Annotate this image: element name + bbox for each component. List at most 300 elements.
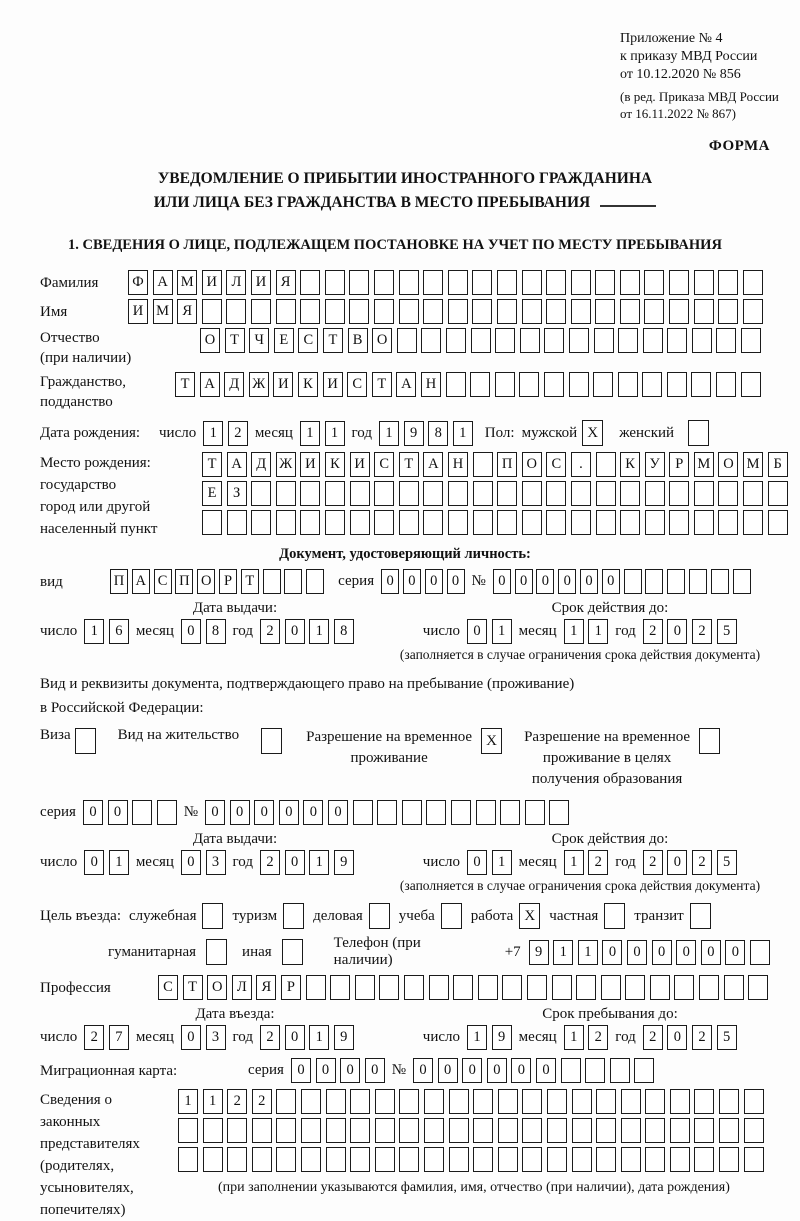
char-cell[interactable] [202,510,222,535]
char-cell[interactable] [449,1118,469,1143]
char-cell[interactable] [350,1089,370,1114]
char-cell[interactable]: 0 [487,1058,507,1083]
char-cell[interactable]: Т [183,975,203,1000]
purpose-delovaya-checkbox[interactable] [369,903,390,929]
char-cell[interactable]: О [718,452,738,477]
char-cell[interactable] [349,270,369,295]
char-cell[interactable] [424,1118,444,1143]
char-cell[interactable]: 0 [725,940,745,965]
char-cell[interactable]: Ж [276,452,296,477]
char-cell[interactable]: А [227,452,247,477]
char-cell[interactable] [718,299,738,324]
char-cell[interactable] [498,1089,518,1114]
char-cell[interactable] [423,510,443,535]
char-cell[interactable] [596,481,616,506]
char-cell[interactable]: 1 [309,1025,329,1050]
char-cell[interactable] [448,270,468,295]
char-cell[interactable]: 5 [717,850,737,875]
char-cell[interactable]: 0 [291,1058,311,1083]
char-cell[interactable] [718,270,738,295]
char-cell[interactable]: 9 [334,1025,354,1050]
char-cell[interactable] [743,510,763,535]
char-cell[interactable] [301,1089,321,1114]
char-cell[interactable] [572,1118,592,1143]
char-cell[interactable] [350,481,370,506]
char-cell[interactable] [284,569,302,594]
char-cell[interactable]: 2 [692,850,712,875]
char-cell[interactable]: 0 [511,1058,531,1083]
char-cell[interactable]: 0 [580,569,598,594]
char-cell[interactable] [497,510,517,535]
char-cell[interactable] [748,975,768,1000]
char-cell[interactable] [350,1118,370,1143]
char-cell[interactable]: Н [421,372,441,397]
char-cell[interactable]: 0 [602,569,620,594]
char-cell[interactable] [621,1147,641,1172]
char-cell[interactable] [276,1118,296,1143]
char-cell[interactable] [423,299,443,324]
char-cell[interactable] [718,510,738,535]
char-cell[interactable] [561,1058,581,1083]
char-cell[interactable]: Т [225,328,245,353]
char-cell[interactable] [571,510,591,535]
purpose-tranzit-checkbox[interactable] [690,903,711,929]
char-cell[interactable]: Д [224,372,244,397]
char-cell[interactable]: М [177,270,197,295]
char-cell[interactable]: 0 [447,569,465,594]
char-cell[interactable]: 0 [340,1058,360,1083]
char-cell[interactable]: З [227,481,247,506]
char-cell[interactable]: О [522,452,542,477]
char-cell[interactable]: 2 [84,1025,104,1050]
char-cell[interactable] [718,481,738,506]
char-cell[interactable] [379,975,399,1000]
char-cell[interactable] [644,299,664,324]
char-cell[interactable] [276,1089,296,1114]
char-cell[interactable] [448,481,468,506]
char-cell[interactable] [593,372,613,397]
char-cell[interactable] [276,1147,296,1172]
purpose-ucheba-checkbox[interactable] [441,903,462,929]
char-cell[interactable] [572,1147,592,1172]
char-cell[interactable]: 2 [227,1089,247,1114]
char-cell[interactable]: 3 [206,850,226,875]
char-cell[interactable] [522,481,542,506]
char-cell[interactable]: Т [202,452,222,477]
char-cell[interactable]: 0 [425,569,443,594]
char-cell[interactable] [399,1089,419,1114]
char-cell[interactable] [569,328,589,353]
char-cell[interactable] [374,270,394,295]
char-cell[interactable] [349,299,369,324]
char-cell[interactable] [546,510,566,535]
char-cell[interactable]: К [325,452,345,477]
purpose-rabota-checkbox[interactable]: X [519,903,540,929]
char-cell[interactable] [301,1147,321,1172]
char-cell[interactable]: . [571,452,591,477]
char-cell[interactable] [669,299,689,324]
char-cell[interactable]: 0 [536,569,554,594]
char-cell[interactable] [449,1089,469,1114]
char-cell[interactable] [674,975,694,1000]
char-cell[interactable]: П [497,452,517,477]
char-cell[interactable]: 0 [467,619,487,644]
char-cell[interactable]: 0 [328,800,348,825]
visa-checkbox[interactable] [75,728,96,754]
char-cell[interactable]: 1 [309,619,329,644]
char-cell[interactable] [227,1147,247,1172]
char-cell[interactable] [226,299,246,324]
char-cell[interactable]: И [273,372,293,397]
char-cell[interactable]: 0 [536,1058,556,1083]
char-cell[interactable]: 6 [109,619,129,644]
char-cell[interactable] [645,1089,665,1114]
char-cell[interactable]: С [546,452,566,477]
char-cell[interactable]: 1 [588,619,608,644]
char-cell[interactable] [620,481,640,506]
char-cell[interactable] [326,1118,346,1143]
char-cell[interactable]: 2 [260,850,280,875]
char-cell[interactable] [397,328,417,353]
char-cell[interactable]: 1 [492,850,512,875]
purpose-inaya-checkbox[interactable] [282,939,303,965]
char-cell[interactable] [251,481,271,506]
char-cell[interactable] [423,481,443,506]
char-cell[interactable] [571,481,591,506]
char-cell[interactable] [374,299,394,324]
char-cell[interactable]: 0 [515,569,533,594]
char-cell[interactable]: 0 [316,1058,336,1083]
char-cell[interactable]: Д [251,452,271,477]
char-cell[interactable]: Т [175,372,195,397]
char-cell[interactable] [375,1118,395,1143]
char-cell[interactable]: 1 [553,940,573,965]
char-cell[interactable] [498,1118,518,1143]
char-cell[interactable] [300,510,320,535]
char-cell[interactable] [744,1118,764,1143]
char-cell[interactable] [404,975,424,1000]
char-cell[interactable] [667,569,685,594]
char-cell[interactable] [645,1118,665,1143]
char-cell[interactable] [520,328,540,353]
char-cell[interactable]: Т [372,372,392,397]
char-cell[interactable] [326,1147,346,1172]
char-cell[interactable]: 1 [564,619,584,644]
char-cell[interactable] [595,299,615,324]
char-cell[interactable] [355,975,375,1000]
char-cell[interactable] [621,1118,641,1143]
char-cell[interactable]: 1 [492,619,512,644]
char-cell[interactable]: С [298,328,318,353]
char-cell[interactable] [576,975,596,1000]
char-cell[interactable]: Е [202,481,222,506]
char-cell[interactable] [251,510,271,535]
char-cell[interactable]: 8 [334,619,354,644]
char-cell[interactable] [744,1089,764,1114]
char-cell[interactable] [203,1147,223,1172]
char-cell[interactable] [495,372,515,397]
purpose-turizm-checkbox[interactable] [283,903,304,929]
sex-male-checkbox[interactable]: X [582,420,603,446]
char-cell[interactable] [768,510,788,535]
char-cell[interactable] [669,510,689,535]
char-cell[interactable] [643,328,663,353]
char-cell[interactable] [547,1147,567,1172]
char-cell[interactable] [202,299,222,324]
char-cell[interactable] [650,975,670,1000]
char-cell[interactable]: А [200,372,220,397]
char-cell[interactable] [669,481,689,506]
char-cell[interactable]: 9 [334,850,354,875]
char-cell[interactable] [471,328,491,353]
char-cell[interactable] [743,481,763,506]
char-cell[interactable] [472,299,492,324]
purpose-sluzhebnaya-checkbox[interactable] [202,903,223,929]
char-cell[interactable]: 5 [717,619,737,644]
char-cell[interactable] [642,372,662,397]
char-cell[interactable] [546,299,566,324]
char-cell[interactable] [473,1118,493,1143]
char-cell[interactable] [374,510,394,535]
char-cell[interactable]: 1 [203,1089,223,1114]
char-cell[interactable] [716,328,736,353]
char-cell[interactable] [667,328,687,353]
char-cell[interactable]: 1 [578,940,598,965]
char-cell[interactable]: Р [281,975,301,1000]
char-cell[interactable]: Р [219,569,237,594]
char-cell[interactable]: 1 [467,1025,487,1050]
char-cell[interactable]: 0 [701,940,721,965]
char-cell[interactable]: П [110,569,128,594]
char-cell[interactable] [421,328,441,353]
char-cell[interactable] [741,372,761,397]
char-cell[interactable]: 0 [558,569,576,594]
char-cell[interactable]: 2 [643,850,663,875]
char-cell[interactable] [300,299,320,324]
char-cell[interactable]: Ж [249,372,269,397]
char-cell[interactable] [498,1147,518,1172]
char-cell[interactable] [691,372,711,397]
char-cell[interactable]: М [153,299,173,324]
char-cell[interactable]: 1 [453,421,473,446]
char-cell[interactable]: 2 [643,619,663,644]
char-cell[interactable] [525,800,545,825]
char-cell[interactable] [306,569,324,594]
char-cell[interactable]: К [298,372,318,397]
char-cell[interactable] [402,800,422,825]
char-cell[interactable]: 0 [627,940,647,965]
char-cell[interactable] [423,270,443,295]
char-cell[interactable] [733,569,751,594]
char-cell[interactable]: 0 [381,569,399,594]
char-cell[interactable] [325,270,345,295]
char-cell[interactable]: 0 [667,1025,687,1050]
char-cell[interactable]: 2 [252,1089,272,1114]
char-cell[interactable]: 1 [379,421,399,446]
char-cell[interactable]: 7 [109,1025,129,1050]
char-cell[interactable]: 1 [300,421,320,446]
char-cell[interactable] [594,328,614,353]
char-cell[interactable]: 1 [203,421,223,446]
char-cell[interactable]: 5 [717,1025,737,1050]
purpose-chastnaya-checkbox[interactable] [604,903,625,929]
char-cell[interactable] [549,800,569,825]
char-cell[interactable] [571,270,591,295]
char-cell[interactable] [719,1147,739,1172]
char-cell[interactable]: 0 [84,850,104,875]
char-cell[interactable]: М [694,452,714,477]
char-cell[interactable]: 0 [108,800,128,825]
char-cell[interactable] [497,270,517,295]
char-cell[interactable] [719,1118,739,1143]
char-cell[interactable] [743,270,763,295]
char-cell[interactable]: 2 [692,619,712,644]
char-cell[interactable] [495,328,515,353]
char-cell[interactable] [178,1147,198,1172]
char-cell[interactable] [325,481,345,506]
char-cell[interactable] [263,569,281,594]
char-cell[interactable] [502,975,522,1000]
char-cell[interactable]: Е [274,328,294,353]
char-cell[interactable] [596,1147,616,1172]
char-cell[interactable] [325,510,345,535]
char-cell[interactable] [519,372,539,397]
char-cell[interactable]: 1 [84,619,104,644]
char-cell[interactable]: 2 [588,850,608,875]
char-cell[interactable] [621,1089,641,1114]
char-cell[interactable] [694,481,714,506]
char-cell[interactable]: 2 [643,1025,663,1050]
char-cell[interactable] [470,372,490,397]
char-cell[interactable] [546,481,566,506]
char-cell[interactable] [399,510,419,535]
char-cell[interactable]: 0 [181,1025,201,1050]
char-cell[interactable] [547,1089,567,1114]
char-cell[interactable]: 0 [676,940,696,965]
char-cell[interactable] [306,975,326,1000]
purpose-gumanitarnaya-checkbox[interactable] [206,939,227,965]
char-cell[interactable]: С [158,975,178,1000]
char-cell[interactable]: В [348,328,368,353]
char-cell[interactable] [377,800,397,825]
char-cell[interactable]: 0 [667,850,687,875]
char-cell[interactable] [585,1058,605,1083]
char-cell[interactable] [692,328,712,353]
char-cell[interactable]: О [372,328,392,353]
char-cell[interactable]: 9 [492,1025,512,1050]
char-cell[interactable] [670,1089,690,1114]
char-cell[interactable] [522,270,542,295]
char-cell[interactable]: К [620,452,640,477]
char-cell[interactable]: 0 [602,940,622,965]
char-cell[interactable] [325,299,345,324]
char-cell[interactable]: 0 [413,1058,433,1083]
char-cell[interactable] [473,452,493,477]
char-cell[interactable]: Л [226,270,246,295]
char-cell[interactable]: И [128,299,148,324]
char-cell[interactable]: 0 [279,800,299,825]
char-cell[interactable]: И [350,452,370,477]
char-cell[interactable] [694,270,714,295]
char-cell[interactable]: 2 [260,1025,280,1050]
char-cell[interactable] [743,299,763,324]
char-cell[interactable] [595,270,615,295]
char-cell[interactable] [424,1089,444,1114]
char-cell[interactable]: 0 [181,850,201,875]
char-cell[interactable]: А [423,452,443,477]
char-cell[interactable] [472,270,492,295]
temp-residence-checkbox[interactable]: X [481,728,502,754]
char-cell[interactable] [326,1089,346,1114]
char-cell[interactable] [670,1147,690,1172]
char-cell[interactable] [227,1118,247,1143]
char-cell[interactable]: И [300,452,320,477]
char-cell[interactable]: 0 [83,800,103,825]
char-cell[interactable] [375,1147,395,1172]
char-cell[interactable]: Л [232,975,252,1000]
char-cell[interactable]: 2 [228,421,248,446]
char-cell[interactable] [478,975,498,1000]
char-cell[interactable] [596,1089,616,1114]
char-cell[interactable] [426,800,446,825]
char-cell[interactable] [645,1147,665,1172]
char-cell[interactable] [644,270,664,295]
char-cell[interactable] [375,1089,395,1114]
char-cell[interactable]: А [153,270,173,295]
char-cell[interactable] [497,299,517,324]
char-cell[interactable]: 1 [325,421,345,446]
char-cell[interactable]: 2 [588,1025,608,1050]
char-cell[interactable] [399,1147,419,1172]
char-cell[interactable] [667,372,687,397]
char-cell[interactable]: Ф [128,270,148,295]
char-cell[interactable]: 8 [428,421,448,446]
char-cell[interactable] [620,270,640,295]
char-cell[interactable] [500,800,520,825]
char-cell[interactable] [571,299,591,324]
char-cell[interactable]: Ч [249,328,269,353]
char-cell[interactable] [350,510,370,535]
char-cell[interactable] [300,270,320,295]
char-cell[interactable]: Я [276,270,296,295]
char-cell[interactable]: Р [669,452,689,477]
char-cell[interactable] [399,481,419,506]
char-cell[interactable]: 0 [493,569,511,594]
char-cell[interactable] [424,1147,444,1172]
char-cell[interactable] [596,510,616,535]
char-cell[interactable]: 0 [181,619,201,644]
char-cell[interactable]: 2 [260,619,280,644]
char-cell[interactable] [670,1118,690,1143]
char-cell[interactable] [522,510,542,535]
char-cell[interactable] [645,569,663,594]
char-cell[interactable] [711,569,729,594]
char-cell[interactable] [473,510,493,535]
char-cell[interactable] [601,975,621,1000]
char-cell[interactable] [694,1089,714,1114]
char-cell[interactable]: 1 [564,850,584,875]
char-cell[interactable]: И [323,372,343,397]
char-cell[interactable]: 8 [206,619,226,644]
char-cell[interactable] [251,299,271,324]
char-cell[interactable] [476,800,496,825]
char-cell[interactable]: 0 [254,800,274,825]
char-cell[interactable] [724,975,744,1000]
char-cell[interactable]: Б [768,452,788,477]
char-cell[interactable] [350,1147,370,1172]
char-cell[interactable] [669,270,689,295]
char-cell[interactable]: И [202,270,222,295]
